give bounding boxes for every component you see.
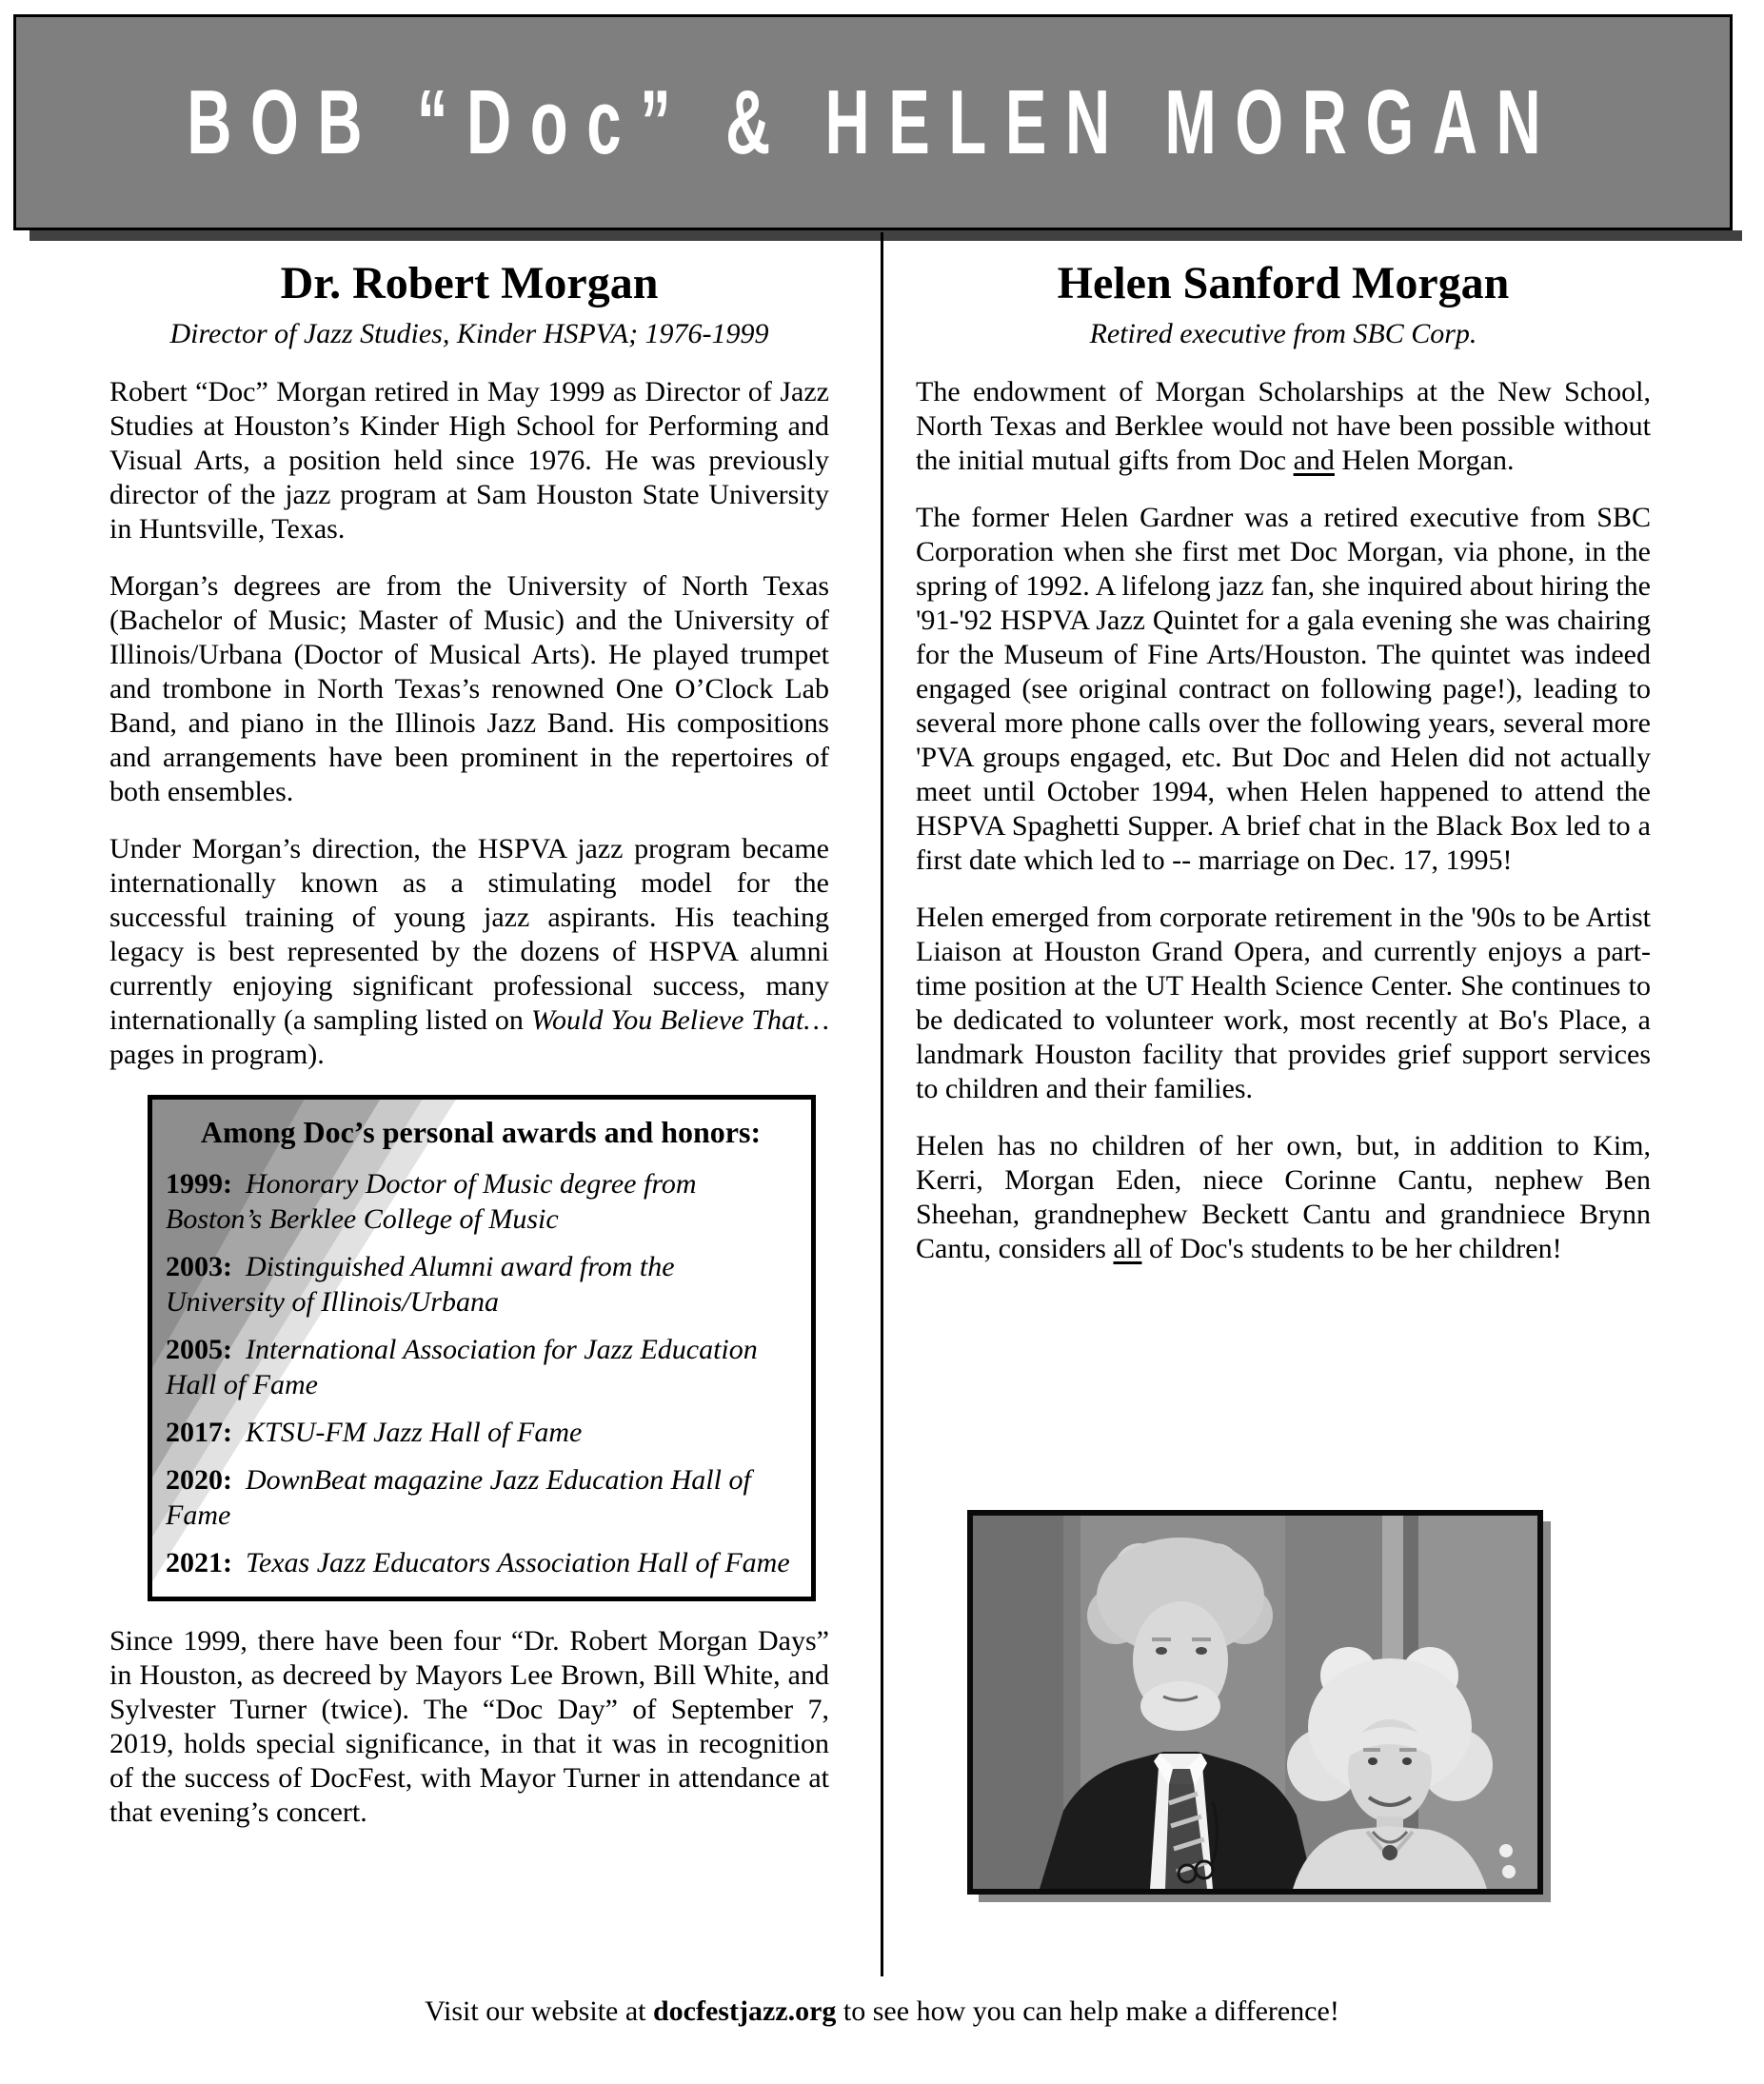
left-column-heading: Dr. Robert Morgan xyxy=(280,258,659,308)
award-item xyxy=(166,1166,796,1237)
text-segment: of Doc's students to be her children! xyxy=(1141,1233,1562,1264)
award-item xyxy=(166,1249,796,1320)
left-column-subtitle: Director of Jazz Studies, Kinder HSPVA; 1976-1999 xyxy=(169,318,769,349)
award-text: Texas Jazz Educators Association Hall of Fame xyxy=(246,1547,790,1578)
page-title: BOB “Doc” & HELEN MORGAN xyxy=(187,70,1559,173)
award-item xyxy=(166,1545,796,1580)
text-segment: to see how you can help make a difference! xyxy=(836,1995,1339,2027)
left-column xyxy=(109,246,829,1853)
right-column-heading: Helen Sanford Morgan xyxy=(1057,258,1510,308)
text-segment: Under Morgan’s direction, the HSPVA jazz program became internationally known as a stimulating model for the successful training of young jazz aspirants. His teaching legacy is best represented by the dozens of HSPVA alumni currently enjoying significant professional success, many internationally (a sampling listed on xyxy=(109,833,829,1036)
text-segment: Visit our website at xyxy=(425,1995,653,2027)
photo-doc-and-helen xyxy=(967,1510,1543,1895)
footer-note xyxy=(0,1994,1764,2030)
text-segment: pages in program). xyxy=(109,1039,325,1070)
awards-content xyxy=(166,1113,796,1580)
paragraph-helen-children xyxy=(916,1129,1651,1266)
italic-phrase: Would You Believe That… xyxy=(530,1004,830,1036)
award-year: 2021: xyxy=(166,1547,232,1578)
text-segment: The endowment of Morgan Scholarships at the New School, North Texas and Berklee would not have been possible without the initial mutual gifts from Doc xyxy=(916,376,1651,476)
awards-heading: Among Doc’s personal awards and honors: xyxy=(200,1115,762,1149)
award-text: DownBeat magazine Jazz Education Hall of Fame xyxy=(166,1464,751,1531)
award-year: 2020: xyxy=(166,1464,232,1496)
header-banner-shadow xyxy=(30,230,1742,241)
paragraph-helen-gardner: The former Helen Gardner was a retired executive from SBC Corporation when she first met Doc Morgan, via phone, in the spring of 1992. A lifelong jazz fan, she inquired about hiring the '91-'92 HSPVA Jazz Quintet for a gala evening she was chairing for the Museum of Fine Arts/Houston. The quintet was indeed engaged (see original contract on following page!), leading to several more phone calls over the following years, several more 'PVA groups engaged, etc. But Doc and Helen did not actually meet until October 1994, when Helen happened to attend the HSPVA Spaghetti Supper. A brief chat in the Black Box led to a first date which led to -- marriage on Dec. 17, 1995! xyxy=(916,502,1651,876)
awards-box xyxy=(148,1095,816,1601)
website-name: docfestjazz.org xyxy=(653,1995,837,2027)
text-segment: Helen has no children of her own, but, in addition to Kim, Kerri, Morgan Eden, niece Corinne Cantu, nephew Ben Sheehan, grandnephew Beckett Cantu and grandniece Brynn Cantu, considers xyxy=(916,1130,1651,1264)
header-banner xyxy=(13,14,1733,230)
award-text: KTSU-FM Jazz Hall of Fame xyxy=(246,1417,583,1448)
underlined-word: all xyxy=(1113,1233,1142,1264)
award-item xyxy=(166,1462,796,1533)
paragraph-endowment xyxy=(916,375,1651,478)
paragraph-doc-degrees: Morgan’s degrees are from the University of North Texas (Bachelor of Music; Master of Music) and the University of Illinois/Urbana (Doctor of Musical Arts). He played trumpet and trombone in North Texas’s renowned One O’Clock Lab Band, and piano in the Illinois Jazz Band. His compositions and arrangements have been prominent in the repertoires of both ensembles. xyxy=(109,570,829,807)
right-column xyxy=(916,246,1651,1289)
text-segment: Helen Morgan. xyxy=(1334,445,1515,476)
award-year: 1999: xyxy=(166,1168,232,1200)
column-divider xyxy=(881,232,883,1976)
award-text: Distinguished Alumni award from the University of Illinois/Urbana xyxy=(166,1251,675,1318)
award-item xyxy=(166,1415,796,1450)
award-text: Honorary Doctor of Music degree from Boston’s Berklee College of Music xyxy=(166,1168,697,1235)
award-text: International Association for Jazz Education Hall of Fame xyxy=(166,1334,758,1400)
award-year: 2017: xyxy=(166,1417,232,1448)
right-column-subtitle: Retired executive from SBC Corp. xyxy=(1089,318,1477,349)
paragraph-doc-legacy xyxy=(109,832,829,1072)
paragraph-helen-retirement: Helen emerged from corporate retirement in the '90s to be Artist Liaison at Houston Grand Opera, and currently enjoys a part-time position at the UT Health Science Center. She continues to be dedicated to volunteer work, most recently at Bo's Place, a landmark Houston facility that provides grief support services to children and their families. xyxy=(916,902,1651,1104)
award-year: 2003: xyxy=(166,1251,232,1282)
award-year: 2005: xyxy=(166,1334,232,1365)
award-item xyxy=(166,1332,796,1402)
paragraph-doc-retired: Robert “Doc” Morgan retired in May 1999 as Director of Jazz Studies at Houston’s Kinder High School for Performing and Visual Arts, a position held since 1976. He was previously director of the jazz program at Sam Houston State University in Huntsville, Texas. xyxy=(109,376,829,545)
underlined-word: and xyxy=(1293,445,1335,476)
paragraph-doc-days: Since 1999, there have been four “Dr. Robert Morgan Days” in Houston, as decreed by Mayors Lee Brown, Bill White, and Sylvester Turner (twice). The “Doc Day” of September 7, 2019, holds special significance, in that it was in recognition of the success of DocFest, with Mayor Turner in attendance at that evening’s concert. xyxy=(109,1625,829,1828)
photo-illustration xyxy=(973,1516,1537,1889)
